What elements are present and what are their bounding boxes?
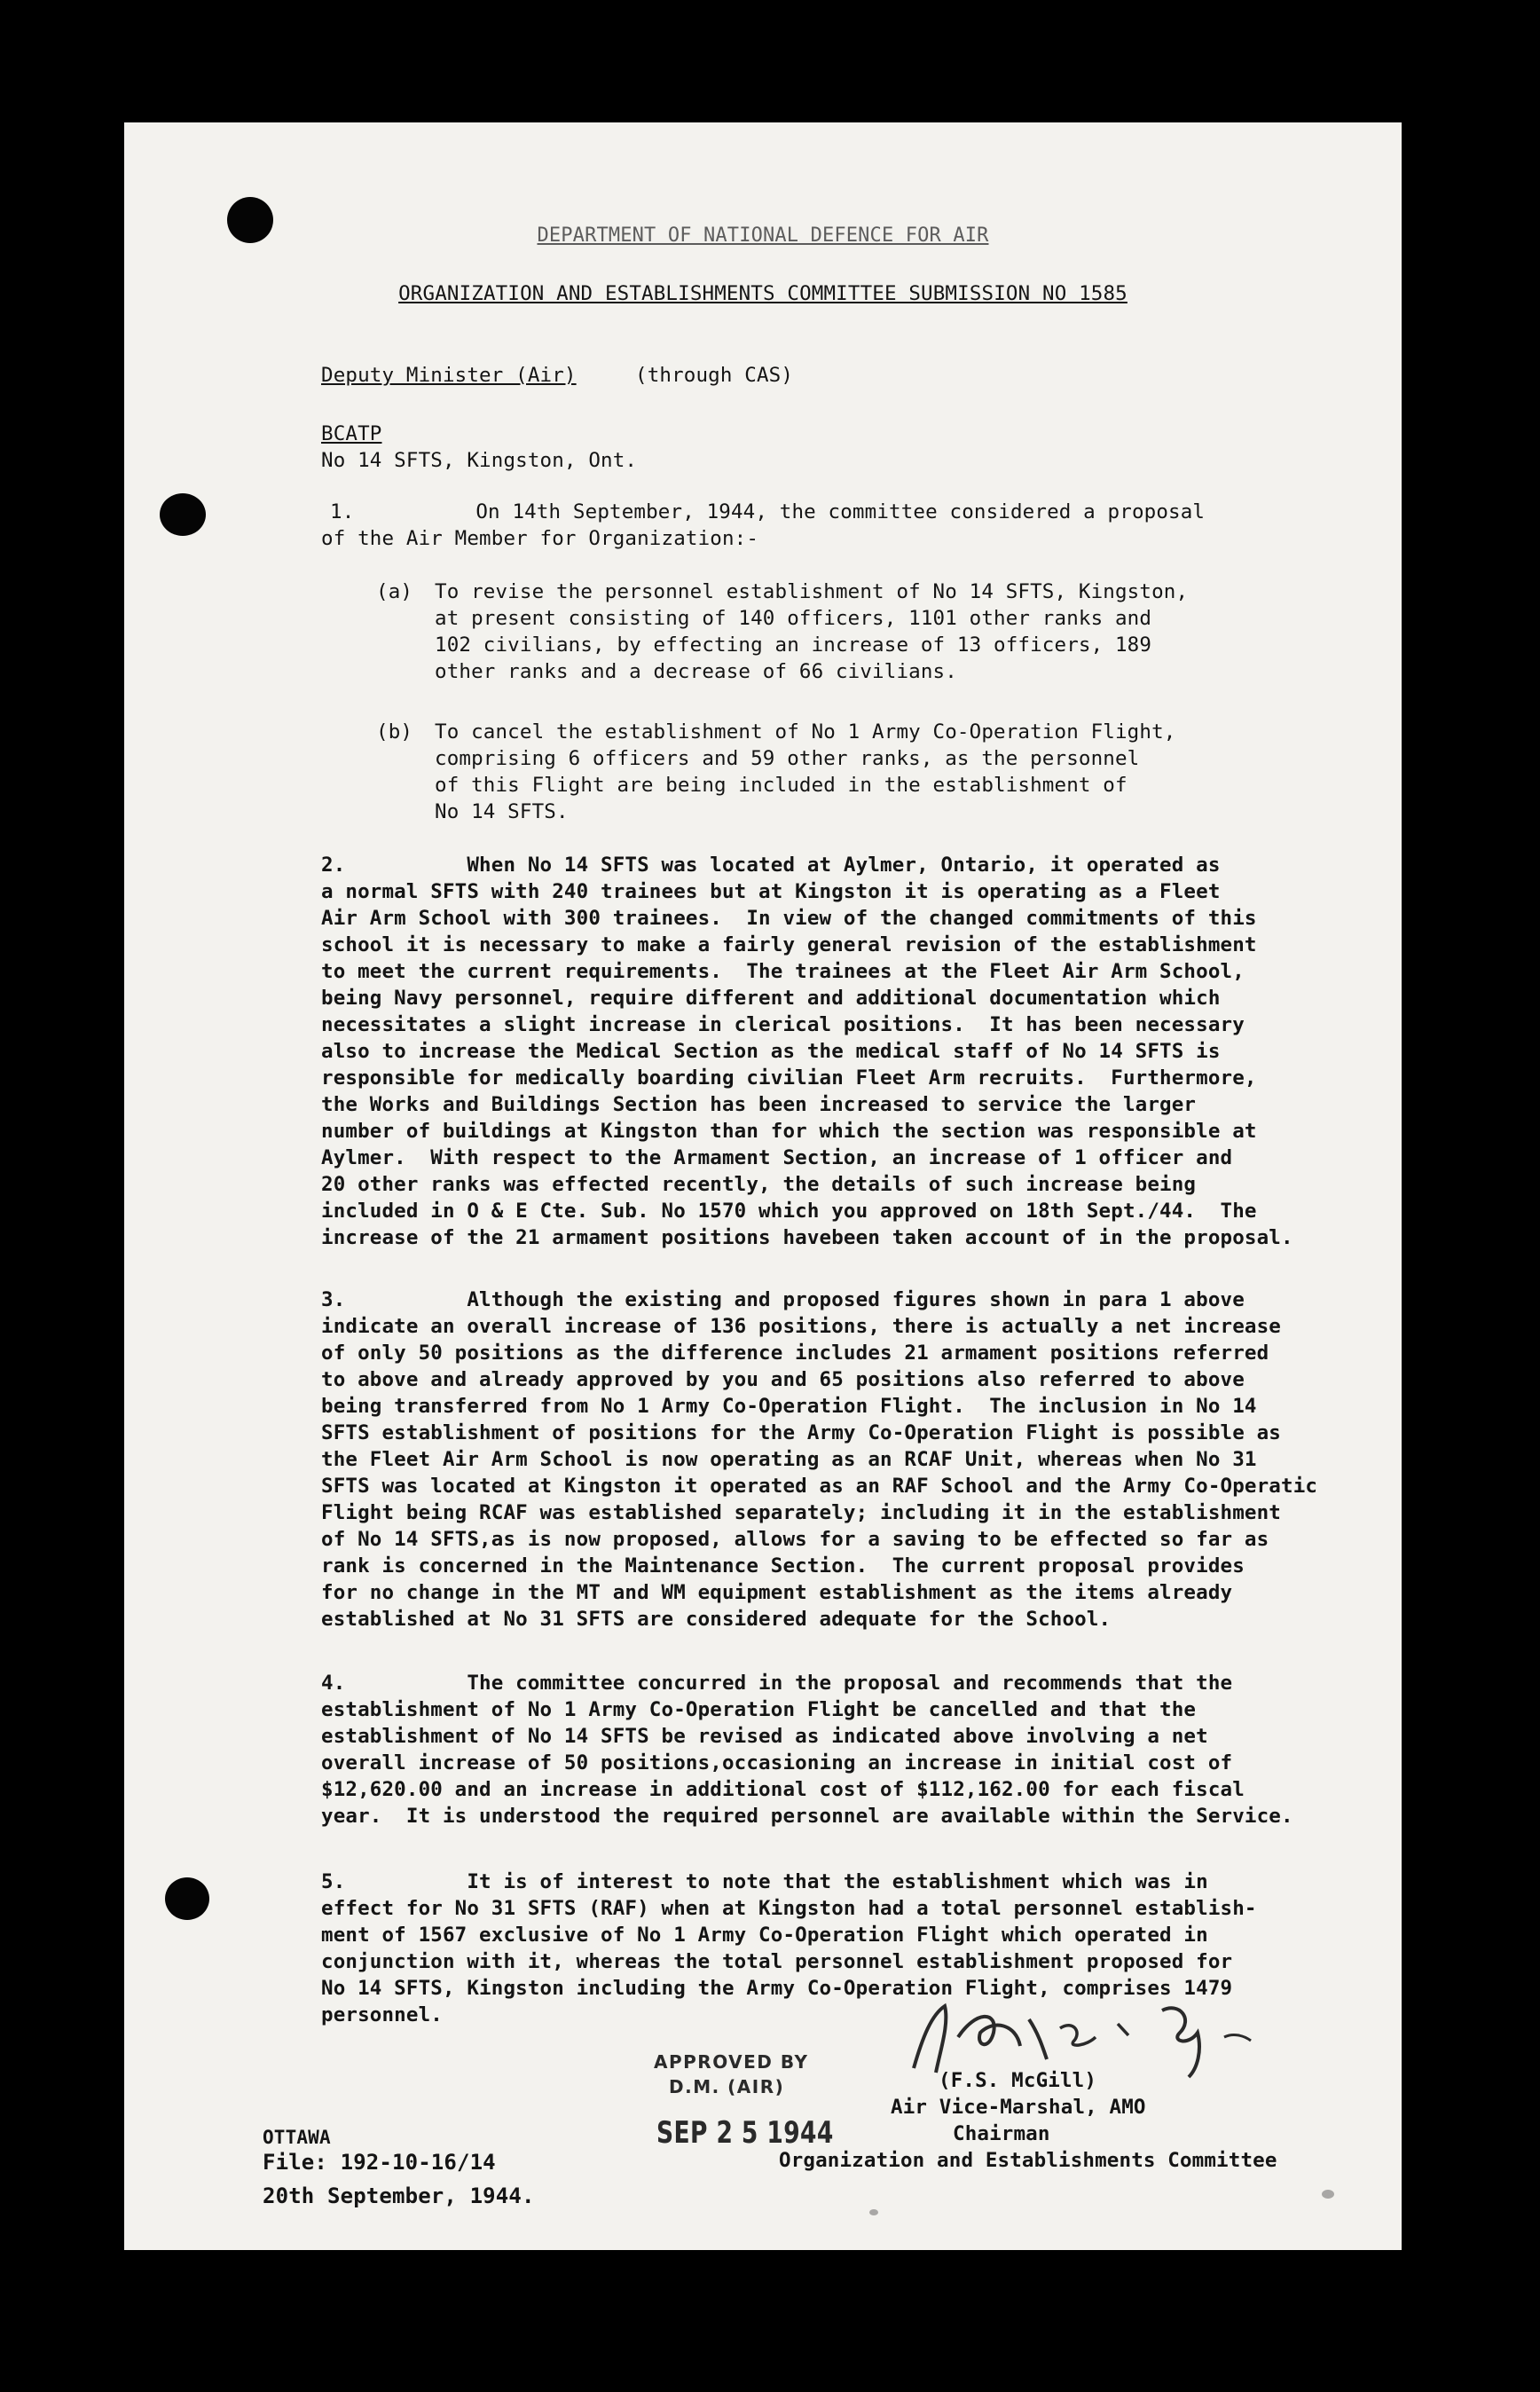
paragraph-line: responsible for medically boarding civilian Fleet Arm recruits. Furthermore, xyxy=(321,1066,1257,1090)
ink-smudge xyxy=(1322,2190,1334,2199)
item-b-line: No 14 SFTS. xyxy=(435,800,569,823)
subject-programme: BCATP xyxy=(321,422,382,445)
paragraph-line: establishment of No 14 SFTS be revised as indicated above involving a net xyxy=(321,1725,1208,1748)
paragraph-line: SFTS was located at Kingston it operated as an RAF School and the Army Co-Operatic xyxy=(321,1475,1318,1498)
item-a-line: at present consisting of 140 officers, 1101 other ranks and xyxy=(435,607,1152,630)
paragraph-line: being transferred from No 1 Army Co-Operation Flight. The inclusion in No 14 xyxy=(321,1395,1257,1418)
item-a-line: 102 civilians, by effecting an increase of 13 officers, 189 xyxy=(435,633,1152,657)
paragraph-line: a normal SFTS with 240 trainees but at Kingston it is operating as a Fleet xyxy=(321,880,1221,903)
signatory-name: (F.S. McGill) xyxy=(939,2069,1097,2092)
paragraph-line: effect for No 31 SFTS (RAF) when at Kingston had a total personnel establish- xyxy=(321,1897,1257,1920)
item-b-label: (b) xyxy=(376,720,413,744)
paragraph-line: also to increase the Medical Section as the medical staff of No 14 SFTS is xyxy=(321,1040,1221,1063)
submission-title: ORGANIZATION AND ESTABLISHMENTS COMMITTEE SUBMISSION NO 1585 xyxy=(398,282,1128,305)
paragraph-line: Flight being RCAF was established separately; including it in the establishment xyxy=(321,1501,1281,1524)
paragraph-line: SFTS establishment of positions for the Army Co-Operation Flight is possible as xyxy=(321,1421,1281,1444)
paragraph-line: overall increase of 50 positions,occasioning an increase in initial cost of xyxy=(321,1751,1233,1774)
subject-unit: No 14 SFTS, Kingston, Ont. xyxy=(321,449,638,472)
paragraph-line: necessitates a slight increase in clerical positions. It has been necessary xyxy=(321,1013,1245,1036)
department-heading: DEPARTMENT OF NATIONAL DEFENCE FOR AIR xyxy=(537,224,989,247)
paragraph-line: for no change in the MT and WM equipment establishment as the items already xyxy=(321,1581,1233,1604)
paragraph-line: No 14 SFTS, Kingston including the Army Co-Operation Flight, comprises 1479 xyxy=(321,1977,1233,2000)
document-page xyxy=(124,122,1402,2250)
paragraph-line: indicate an overall increase of 136 positions, there is actually a net increase xyxy=(321,1315,1281,1338)
paragraph-line: of the Air Member for Organization:- xyxy=(321,527,759,550)
paragraph-line: the Fleet Air Arm School is now operating as an RCAF Unit, whereas when No 31 xyxy=(321,1448,1257,1471)
paragraph-line: included in O & E Cte. Sub. No 1570 which you approved on 18th Sept./44. The xyxy=(321,1200,1257,1223)
paragraph-line: 2. When No 14 SFTS was located at Aylmer, Ontario, it operated as xyxy=(321,854,1221,877)
paragraph-line: year. It is understood the required personnel are available within the Service. xyxy=(321,1805,1293,1828)
paragraph-line: 3. Although the existing and proposed figures shown in para 1 above xyxy=(321,1288,1245,1311)
paragraph-line: personnel. xyxy=(321,2003,443,2026)
stamp-date: SEP 2 5 1944 xyxy=(656,2115,834,2151)
item-a-line: other ranks and a decrease of 66 civilians. xyxy=(435,660,957,683)
punch-hole-middle xyxy=(160,493,206,536)
paragraph-line: 1. On 14th September, 1944, the committee considered a proposal xyxy=(330,500,1206,523)
paragraph-line: establishment of No 1 Army Co-Operation Flight be cancelled and that the xyxy=(321,1698,1197,1721)
paragraph-line: established at No 31 SFTS are considered adequate for the School. xyxy=(321,1608,1112,1631)
item-a-line: To revise the personnel establishment of No 14 SFTS, Kingston, xyxy=(435,580,1189,603)
paragraph-line: increase of the 21 armament positions havebeen taken account of in the proposal. xyxy=(321,1226,1293,1249)
stamp-authority: D.M. (AIR) xyxy=(669,2076,785,2097)
item-b-line: of this Flight are being included in the establishment of xyxy=(435,774,1128,797)
item-b-line: To cancel the establishment of No 1 Army Co-Operation Flight, xyxy=(435,720,1176,744)
document-date: 20th September, 1944. xyxy=(263,2183,535,2208)
origin-city: OTTAWA xyxy=(263,2127,331,2148)
punch-hole-bottom xyxy=(165,1877,209,1920)
paragraph-line: of only 50 positions as the difference includes 21 armament positions referred xyxy=(321,1342,1269,1365)
stamp-approved-by: APPROVED BY xyxy=(654,2051,809,2073)
paragraph-line: number of buildings at Kingston than for which the section was responsible at xyxy=(321,1120,1257,1143)
signatory-role: Chairman xyxy=(953,2122,1050,2145)
paragraph-line: Air Arm School with 300 trainees. In view of the changed commitments of this xyxy=(321,907,1257,930)
addressee-via: (through CAS) xyxy=(635,364,794,387)
paragraph-line: being Navy personnel, require different and additional documentation which xyxy=(321,987,1221,1010)
signatory-rank: Air Vice-Marshal, AMO xyxy=(891,2096,1146,2119)
addressee-recipient: Deputy Minister (Air) xyxy=(321,364,577,387)
file-number: File: 192-10-16/14 xyxy=(263,2150,496,2175)
paragraph-line: $12,620.00 and an increase in additional cost of $112,162.00 for each fiscal xyxy=(321,1778,1245,1801)
paragraph-line: ment of 1567 exclusive of No 1 Army Co-Operation Flight which operated in xyxy=(321,1924,1208,1947)
paragraph-line: the Works and Buildings Section has been increased to service the larger xyxy=(321,1093,1197,1116)
paragraph-line: 4. The committee concurred in the proposal and recommends that the xyxy=(321,1672,1233,1695)
paragraph-line: 5. It is of interest to note that the establishment which was in xyxy=(321,1870,1208,1893)
paragraph-line: Aylmer. With respect to the Armament Section, an increase of 1 officer and xyxy=(321,1146,1233,1169)
paragraph-line: of No 14 SFTS,as is now proposed, allows for a saving to be effected so far as xyxy=(321,1528,1269,1551)
paragraph-line: to meet the current requirements. The trainees at the Fleet Air Arm School, xyxy=(321,960,1245,983)
paragraph-line: school it is necessary to make a fairly general revision of the establishment xyxy=(321,933,1257,956)
paragraph-line: to above and already approved by you and 65 positions also referred to above xyxy=(321,1368,1245,1391)
item-b-line: comprising 6 officers and 59 other ranks, as the personnel xyxy=(435,747,1140,770)
committee-name: Organization and Establishments Committee xyxy=(779,2149,1277,2172)
paragraph-line: conjunction with it, whereas the total personnel establishment proposed for xyxy=(321,1950,1233,1973)
paragraph-line: rank is concerned in the Maintenance Section. The current proposal provides xyxy=(321,1554,1245,1578)
item-a-label: (a) xyxy=(376,580,413,603)
paragraph-line: 20 other ranks was effected recently, the details of such increase being xyxy=(321,1173,1197,1196)
ink-smudge xyxy=(869,2209,878,2215)
